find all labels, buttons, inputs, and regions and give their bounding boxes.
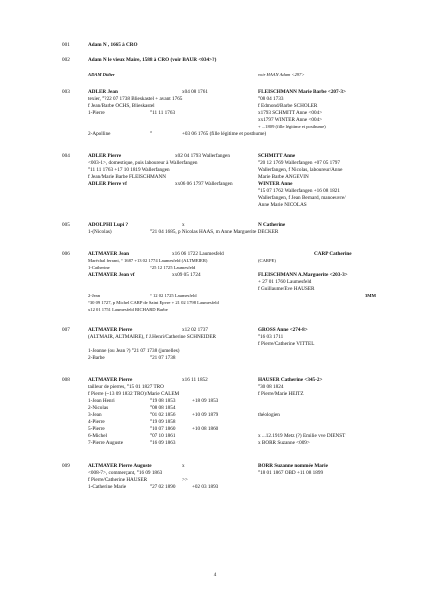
text-line: 1-Jeanne (ou Jean ?) °21 07 1738 (jumelles) — [88, 348, 180, 354]
text-line: 001 — [62, 42, 70, 48]
text-line: °21 07 1738 — [150, 355, 176, 361]
text-line: ° — [150, 131, 153, 137]
text-line: 5-Pierre — [88, 426, 105, 432]
text-line: °11 11 1763 +17 10 1819 Wallerfangen — [88, 167, 170, 173]
text-line: °10 07 1860 — [150, 426, 176, 432]
text-line: BORR Suzanne nommée Marie — [258, 463, 328, 469]
text-line: f Pierre/Catherine VITTEL — [258, 341, 315, 347]
text-line: xx06 06 1797 Wallerfangen — [175, 181, 233, 187]
text-line: Marie Barbe ANGEVIN — [258, 174, 309, 180]
text-line: FLEISCHMANN Marie Barbe <207-3> — [258, 89, 346, 95]
text-line: voir HAAN Adam <297> — [258, 72, 305, 77]
text-line: 1-(Nicolas) — [88, 229, 112, 235]
text-line: ° 12 02 1725 Laumesfeld — [150, 293, 197, 298]
text-line: ADOLPHI Lupi ? — [88, 222, 129, 228]
text-line: x12 02 1737 — [182, 327, 208, 333]
text-line: Wallerfangen, f Jean Bernard, manoeuvre/ — [258, 195, 346, 201]
text-line: ADLER Pierre vf — [88, 181, 127, 187]
text-line: WINTER Anne — [258, 181, 293, 187]
text-line: °30 09 1727, p Michel CARP de Saint Epvre + 21 02 1798 Laumesfeld — [88, 300, 219, 305]
text-line: GROSS Anne <274-8> — [258, 327, 308, 333]
text-line: (ALTMAIR, ALTMAIRE), f J.Henri/Catherine SCHNEIDER — [88, 334, 216, 340]
text-line: f Pierre/Catherine HAUSER — [88, 477, 148, 483]
text-line: °16 03 1711 — [258, 334, 284, 340]
text-line: °08 04 1733 — [258, 96, 284, 102]
text-line: 007 — [62, 327, 70, 333]
text-line: + ...1809 (fille légitime et posthume) — [258, 124, 326, 129]
text-line: xx1797 WINTER Anne <004> — [258, 117, 323, 123]
text-line: texier, °?22 07 1738 Blieskastel + avant 1765 — [88, 96, 183, 102]
text-line: ADAM Didier — [88, 72, 115, 77]
text-line: 6-Michel — [88, 433, 108, 439]
text-line: Adam N , 1665 à CRO — [88, 42, 138, 48]
text-line: Adam N le vieux Maire, 1588 à CRO (voir BAUR <034>?) — [88, 57, 217, 63]
text-line: °19 08 1853 — [150, 398, 176, 404]
text-line: °08 08 1854 — [150, 405, 176, 411]
text-line: ADLER Pierre — [88, 153, 122, 159]
text-line: 006 — [62, 251, 70, 257]
text-line: 002 — [62, 57, 70, 63]
text-line: f Jean/Marie Barbe FLEISCHMANN — [88, 174, 166, 180]
text-line: 008 — [62, 377, 70, 383]
text-line: °18 01 1867 OBD +11 08 1899 — [258, 470, 324, 476]
text-line: x02 04 1793 Wallerfangen — [175, 153, 230, 159]
text-line: x ...12.1919 Metz (?) Emilie vve DIENST — [258, 433, 346, 439]
text-line: 1-Pierre — [88, 110, 105, 116]
text-line: Wallerfangen, f Nicolas, laboureur/Anne — [258, 167, 343, 173]
text-line: >> — [182, 477, 188, 483]
text-line: ALTMAYER Pierre — [88, 327, 133, 333]
text-line: 2-Apolline — [88, 131, 111, 137]
text-line: Maréchal ferrant, ° 1687 +13 02 1774 Laumesfeld (ALTMEIER) — [88, 258, 208, 263]
text-line: 009 — [62, 463, 70, 469]
text-line: x — [182, 463, 185, 469]
text-line: x16 06 1722 Laumesfeld — [172, 251, 224, 257]
text-line: xx09 05 1724 — [172, 272, 201, 278]
text-line: +03 06 1765 (fille légitime et posthume) — [182, 131, 267, 137]
text-line: x12 01 1751 Laumesfeld RICHARD Barbe — [88, 307, 168, 312]
text-line: °16 09 1863 — [150, 440, 176, 446]
text-line: f Jean/Barbe OCHS, Blieskastel — [88, 103, 155, 109]
text-line: 2-Barbe — [88, 355, 105, 361]
text-line: théologien — [258, 412, 280, 418]
text-line: 3MM — [365, 293, 376, 298]
text-line: x04 08 1761 — [182, 89, 208, 95]
text-line: x — [182, 222, 185, 228]
text-line: 3-Jean — [88, 412, 102, 418]
text-line: +10 09 1879 — [192, 412, 219, 418]
text-line: f Pierre (~13 09 1832 TRO)/Marie CALEM — [88, 391, 180, 397]
text-line: °01 02 1856 — [150, 412, 176, 418]
text-line: SCHMITT Anne — [258, 153, 296, 159]
text-line: °25 12 1725 Laumesfeld — [150, 265, 196, 270]
text-line: °20 12 1769 Wallerfangen +07 05 1797 — [258, 160, 340, 166]
text-line: +10 08 1860 — [192, 426, 219, 432]
text-line: °27 02 1890 — [150, 484, 176, 490]
text-line: f Guillaume/Eve HAUSER — [258, 286, 315, 292]
text-line: °11 11 1763 — [150, 110, 176, 116]
text-line: ALTMAYER Jean vf — [88, 272, 135, 278]
text-line: 4-Pierre — [88, 419, 105, 425]
text-line: x1793 SCHMITT Anne <004> — [258, 110, 323, 116]
text-line: ALTMAYER Jean — [88, 251, 129, 257]
text-line: x16 11 1852 — [182, 377, 208, 383]
text-line: CARP Catherine — [314, 251, 352, 257]
text-line: +18 09 1853 — [192, 398, 219, 404]
text-line: 004 — [62, 153, 70, 159]
text-line: °21 04 1685, p Nicolas HAAS, m Anne Marguerite DECKER — [150, 229, 279, 235]
text-line: x BORR Suzanne <009> — [258, 440, 310, 446]
text-line: FLEISCHMANN A.Marguerite <203-3> — [258, 272, 348, 278]
text-line: 2-Nicolas — [88, 405, 109, 411]
text-line: ALTMAYER Pierre Auguste — [88, 463, 152, 469]
text-line: 1-Catherine — [88, 265, 110, 270]
text-line: °19 09 1858 — [150, 419, 176, 425]
text-line: Anne Marie NICOLAS — [258, 202, 307, 208]
text-line: °30 08 1824 — [258, 384, 284, 390]
text-line: tailleur de pierres, °15 01 1827 TRO — [88, 384, 164, 390]
text-line: °07 10 1861 — [150, 433, 176, 439]
text-line: 1-Jean Henri — [88, 398, 115, 404]
text-line: 005 — [62, 222, 70, 228]
text-line: <008-7>, commerçant, °16 09 1863 — [88, 470, 163, 476]
page-number: 4 — [213, 573, 217, 578]
text-line: 1-Catherine Marie — [88, 484, 127, 490]
text-line: +02 03 1893 — [192, 484, 219, 490]
text-line: 003 — [62, 89, 70, 95]
text-line: ADLER Jean — [88, 89, 118, 95]
text-line: + 27 01 1760 Laumesfeld — [258, 279, 312, 285]
text-line: f Pierre/Marie HEITZ — [258, 391, 304, 397]
text-line: HAUSER Catherine <345-2> — [258, 377, 323, 383]
text-line: N Catherine — [258, 222, 286, 228]
text-line: 2-Jean — [88, 293, 100, 298]
text-line: °15 07 1762 Wallerfangen +16 08 1821 — [258, 188, 340, 194]
text-line: ALTMAYER Pierre — [88, 377, 133, 383]
text-line: 7-Pierre Auguste — [88, 440, 124, 446]
text-line: f Edmond/Barbe SCHOLER — [258, 103, 318, 109]
text-line: (CARPE) — [258, 258, 276, 263]
text-line: <003-1>, domestique, puis laboureur à Wallerfangen — [88, 160, 198, 166]
